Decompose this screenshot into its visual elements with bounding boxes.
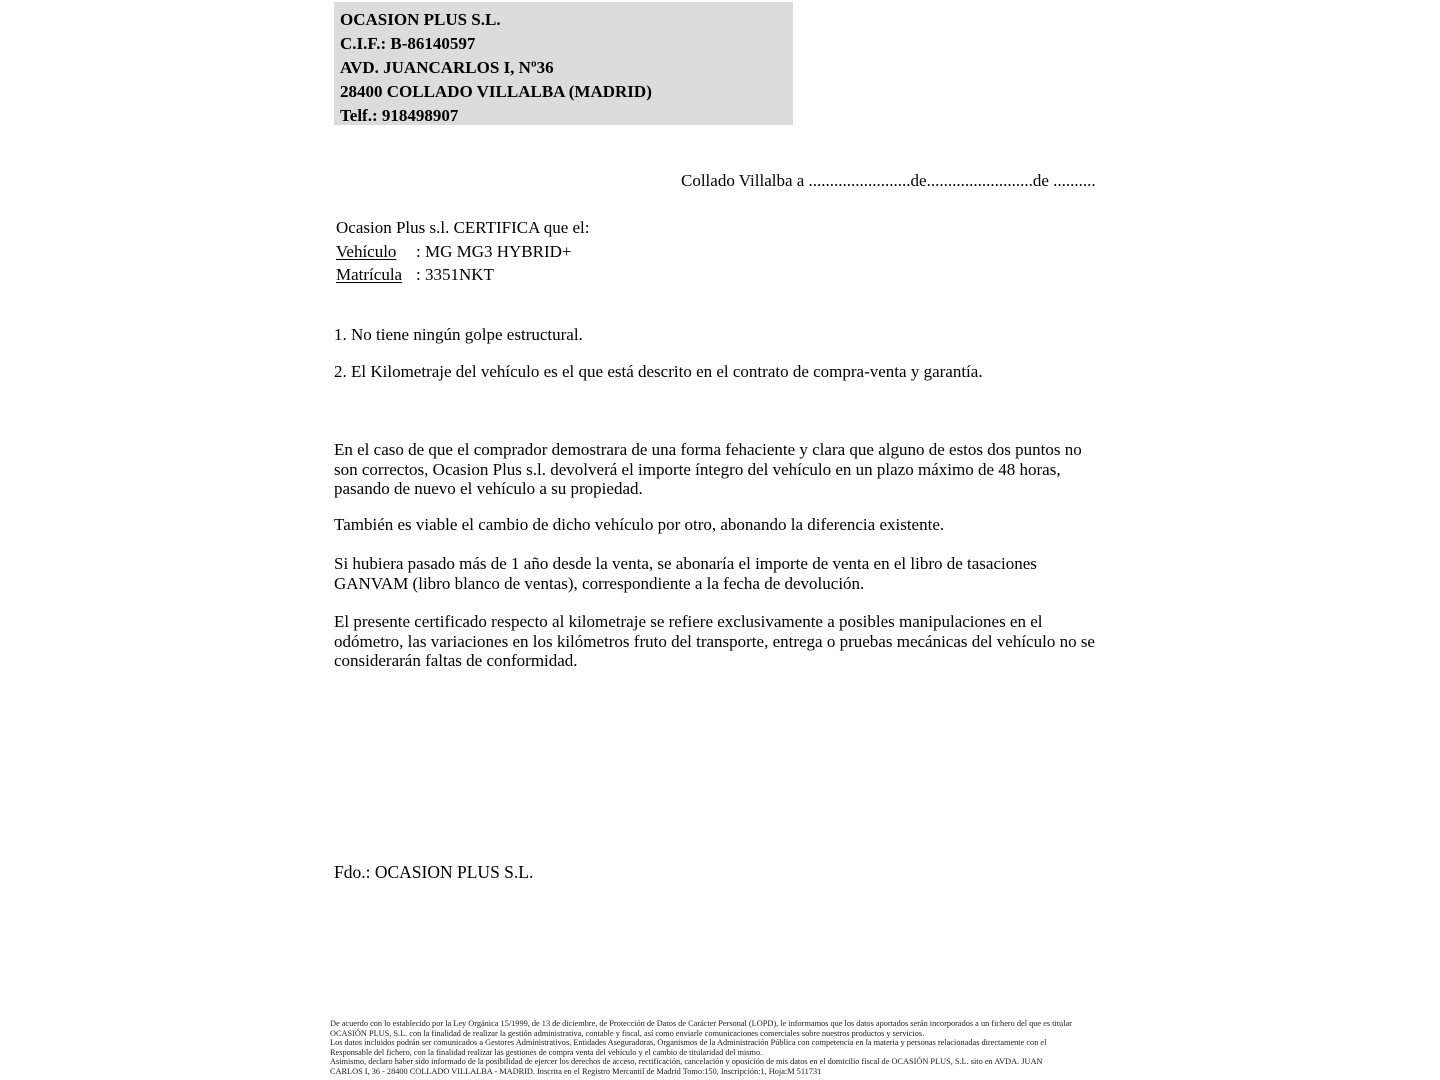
company-name: OCASION PLUS S.L. bbox=[340, 10, 501, 29]
vehicle-label-wrap bbox=[336, 240, 416, 264]
legal-footer-line-4: Responsable del fichero, con la finalidad realizar las gestiones de compra venta del vehículo y el cambio de titularidad del mismo. bbox=[330, 1047, 763, 1057]
company-address: AVD. JUANCARLOS I, Nº36 bbox=[340, 58, 554, 77]
certificate-intro: Ocasion Plus s.l. CERTIFICA que el: bbox=[336, 218, 590, 237]
body-paragraph-odometer: El presente certificado respecto al kilometraje se refiere exclusivamente a posibles manipulaciones en el odómetro, las variaciones en los kilómetros fruto del transporte, entrega o pruebas mecánicas del vehículo no se considerarán faltas de conformidad. bbox=[334, 612, 1095, 671]
plate-label: Matrícula bbox=[336, 265, 403, 284]
vehicle-field bbox=[336, 240, 590, 264]
certificate-intro-block bbox=[336, 216, 590, 287]
plate-value: : 3351NKT bbox=[416, 265, 494, 284]
body-paragraph-exchange: También es viable el cambio de dicho vehículo por otro, abonando la diferencia existente. bbox=[334, 515, 945, 534]
body-paragraph-ganvam: Si hubiera pasado más de 1 año desde la venta, se abonaría el importe de venta en el libro de tasaciones GANVAM (libro blanco de ventas), correspondiente a la fecha de devolución. bbox=[334, 554, 1037, 593]
legal-footer-line-5: Asimismo, declaro haber sido informado de la posibilidad de ejercer los derechos de acceso, rectificación, cancelación y oposición de mis datos en el domicilio fiscal de OCASIÓN PLUS, S.L. sito en AVDA. JUAN bbox=[330, 1057, 1043, 1067]
legal-footer-line-6: CARLOS I, 36 - 28400 COLLADO VILLALBA - MADRID. Inscrita en el Registro Mercantil de Madrid Tomo:150, Inscripción:1, Hoja:M 511731 bbox=[330, 1066, 822, 1076]
vehicle-value: : MG MG3 HYBRID+ bbox=[416, 241, 572, 261]
plate-label-wrap bbox=[336, 263, 416, 287]
plate-field bbox=[336, 263, 590, 287]
body-paragraph-refund: En el caso de que el comprador demostrara de una forma fehaciente y clara que alguno de estos dos puntos no son correctos, Ocasion Plus s.l. devolverá el importe íntegro del vehículo en un plazo máximo de 48 horas, pasando de nuevo el vehículo a su propiedad. bbox=[334, 440, 1082, 499]
company-info-box bbox=[334, 2, 793, 125]
company-phone: Telf.: 918498907 bbox=[340, 106, 459, 125]
condition-point-1: 1. No tiene ningún golpe estructural. bbox=[334, 325, 583, 344]
signature-line: Fdo.: OCASION PLUS S.L. bbox=[334, 862, 534, 882]
legal-footer bbox=[330, 1019, 1072, 1077]
legal-footer-line-2: OCASIÓN PLUS, S.L. con la finalidad de realizar la gestión administrativa, contable y fiscal, así como enviarle comunicaciones comerciales sobre nuestros productos y servicios. bbox=[330, 1028, 925, 1038]
company-city: 28400 COLLADO VILLALBA (MADRID) bbox=[340, 82, 652, 101]
legal-footer-line-3: Los datos incluidos podrán ser comunicados a Gestores Administrativos, Entidades Aseguradoras, Organismos de la Administración Pública con competencia en la materia y personas relacionadas directamente con el bbox=[330, 1038, 1047, 1048]
legal-footer-line-1: De acuerdo con lo establecido por la Ley Orgánica 15/1999, de 13 de diciembre, de Protección de Datos de Carácter Personal (LOPD), le informamos que los datos aportados serán incorporados a un fichero del que es titular bbox=[330, 1019, 1072, 1028]
date-line: Collado Villalba a ........................de.........................de .......... bbox=[681, 171, 1096, 190]
condition-point-2: 2. El Kilometraje del vehículo es el que está descrito en el contrato de compra-venta y garantía. bbox=[334, 362, 983, 381]
company-cif: C.I.F.: B-86140597 bbox=[340, 34, 476, 53]
vehicle-label: Vehículo bbox=[336, 241, 397, 261]
